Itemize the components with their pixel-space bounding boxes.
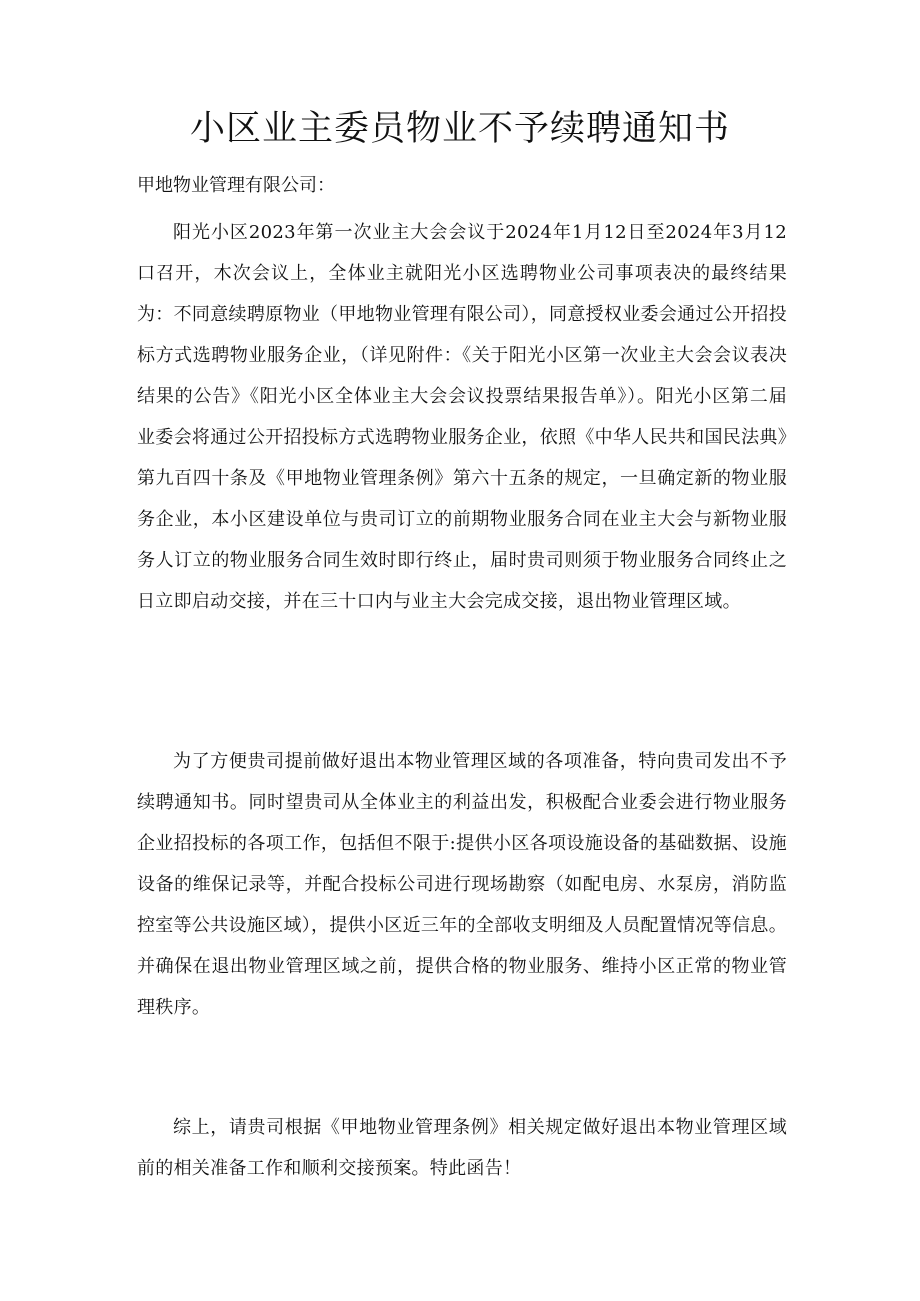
body-paragraph-3: 综上，请贵司根据《甲地物业管理条例》相关规定做好退出本物业管理区域前的相关准备工作和顺利交接预案。特此函告！ (137, 1117, 787, 1179)
body-paragraph-1: 阳光小区2023年第一次业主大会会议于2024年1月12日至2024年3月12口召开，木次会议上，全体业主就阳光小区选聘物业公司事项表决的最终结果为：不同意续聘原物业（甲地物业管理有限公司），同意授权业委会通过公开招投标方式选聘物业服务企业，（详见附件：《关于阳光小区第一次业主大会会议表决结果的公告》《阳光小区全体业主大会会议投票结果报告单》）。阳光小区第二届业委会将通过公开招投标方式选聘物业服务企业，依照《中华人民共和国民法典》第九百四十条及《甲地物业管理条例》第六十五条的规定，一旦确定新的物业服务企业，本小区建设单位与贵司订立的前期物业服务合同在业主大会与新物业服务人订立的物业服务合同生效时即行终止，届时贵司则须于物业服务合同终止之日立即启动交接，并在三十口内与业主大会完成交接，退出物业管理区域。 (137, 222, 787, 612)
document-title: 小区业主委员物业不予续聘通知书 (189, 109, 730, 149)
salutation: 甲地物业管理有限公司： (137, 175, 335, 196)
body-paragraph-2: 为了方便贵司提前做好退出本物业管理区域的各项准备，特向贵司发出不予续聘通知书。同时望贵司从全体业主的利益出发，积极配合业委会进行物业服务企业招投标的各项工作，包括但不限于:提供小区各项设施设备的基础数据、设施设备的维保记录等，并配合投标公司进行现场勘察（如配电房、水泵房，消防监控室等公共设施区域），提供小区近三年的全部收支明细及人员配置情况等信息。并确保在退出物业管理区域之前，提供合格的物业服务、维持小区正常的物业管理秩序。 (137, 751, 787, 1018)
